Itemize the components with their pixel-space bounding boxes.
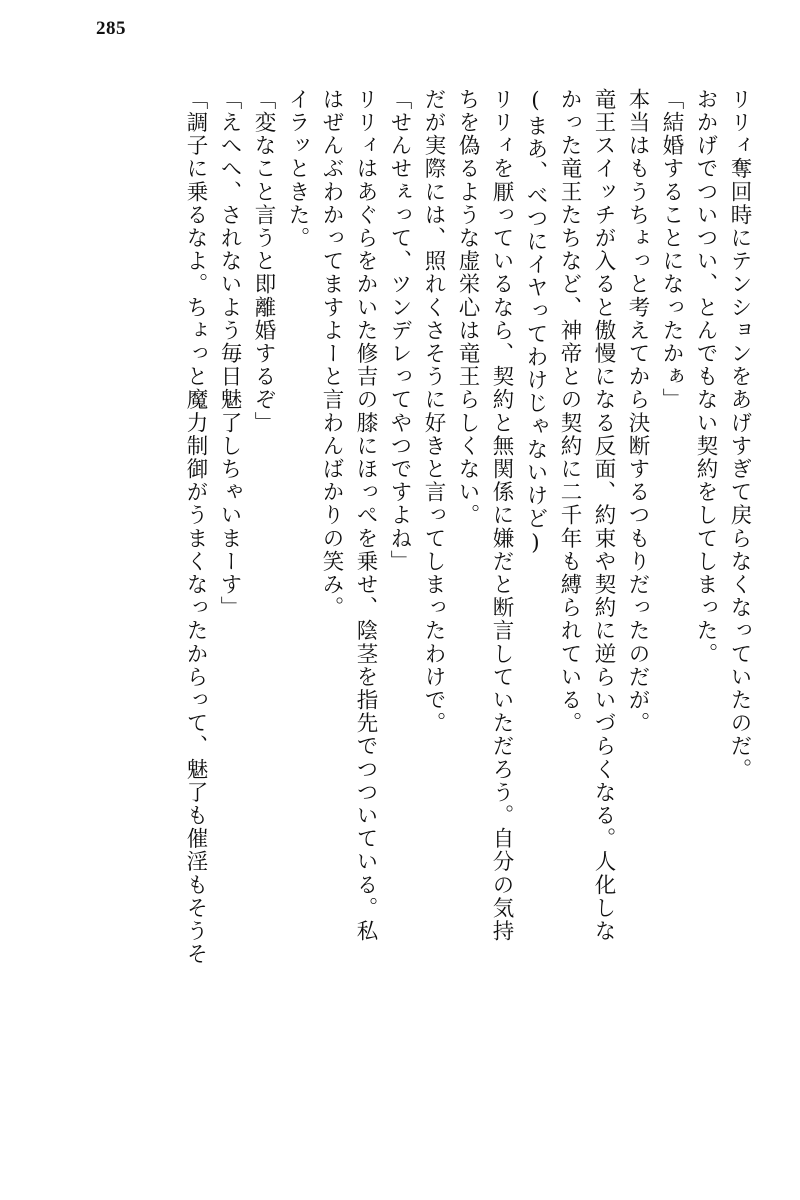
text-line: 竜王スイッチが入ると傲慢になる反面、約束や契約に逆らいづらくなる。人化しな bbox=[591, 88, 616, 943]
text-line: 「せんせぇって、ツンデレってやつですよね」 bbox=[387, 88, 412, 574]
text-line: 「調子に乗るなよ。ちょっと魔力制御がうまくなったからって、魅了も催淫もそうそ bbox=[183, 88, 208, 966]
text-line: リリィ奪回時にテンションをあげすぎて戻らなくなっていたのだ。 bbox=[727, 88, 752, 781]
text-line: イラッときた。 bbox=[285, 88, 310, 250]
text-line: ちを偽るような虚栄心は竜王らしくない。 bbox=[455, 88, 480, 527]
text-line: かった竜王たちなど、神帝との契約に二千年も縛られている。 bbox=[557, 88, 582, 735]
text-line: リリィはあぐらをかいた修吉の膝にほっぺを乗せ、陰茎を指先でつついている。私 bbox=[353, 88, 378, 943]
text-line: 本当はもうちょっと考えてから決断するつもりだったのだが。 bbox=[625, 88, 650, 735]
text-line: 「えへへ、されないよう毎日魅了しちゃいまーす」 bbox=[217, 88, 242, 620]
vertical-text-block bbox=[60, 88, 750, 1148]
text-line: だが実際には、照れくさそうに好きと言ってしまったわけで。 bbox=[421, 88, 446, 735]
text-line: おかげでついつい、とんでもない契約をしてしまった。 bbox=[693, 88, 718, 666]
text-line: (まあ、べつにイヤってわけじゃないけど) bbox=[523, 88, 548, 557]
text-line: 「結婚することになったかぁ」 bbox=[659, 88, 684, 412]
page-number: 285 bbox=[96, 18, 126, 39]
text-line: リリィを厭っているなら、契約と無関係に嫌だと断言していただろう。自分の気持 bbox=[489, 88, 514, 943]
text-line: はぜんぶわかってますよーと言わんばかりの笑み。 bbox=[319, 88, 344, 620]
text-line: 「変なこと言うと即離婚するぞ」 bbox=[251, 88, 276, 435]
